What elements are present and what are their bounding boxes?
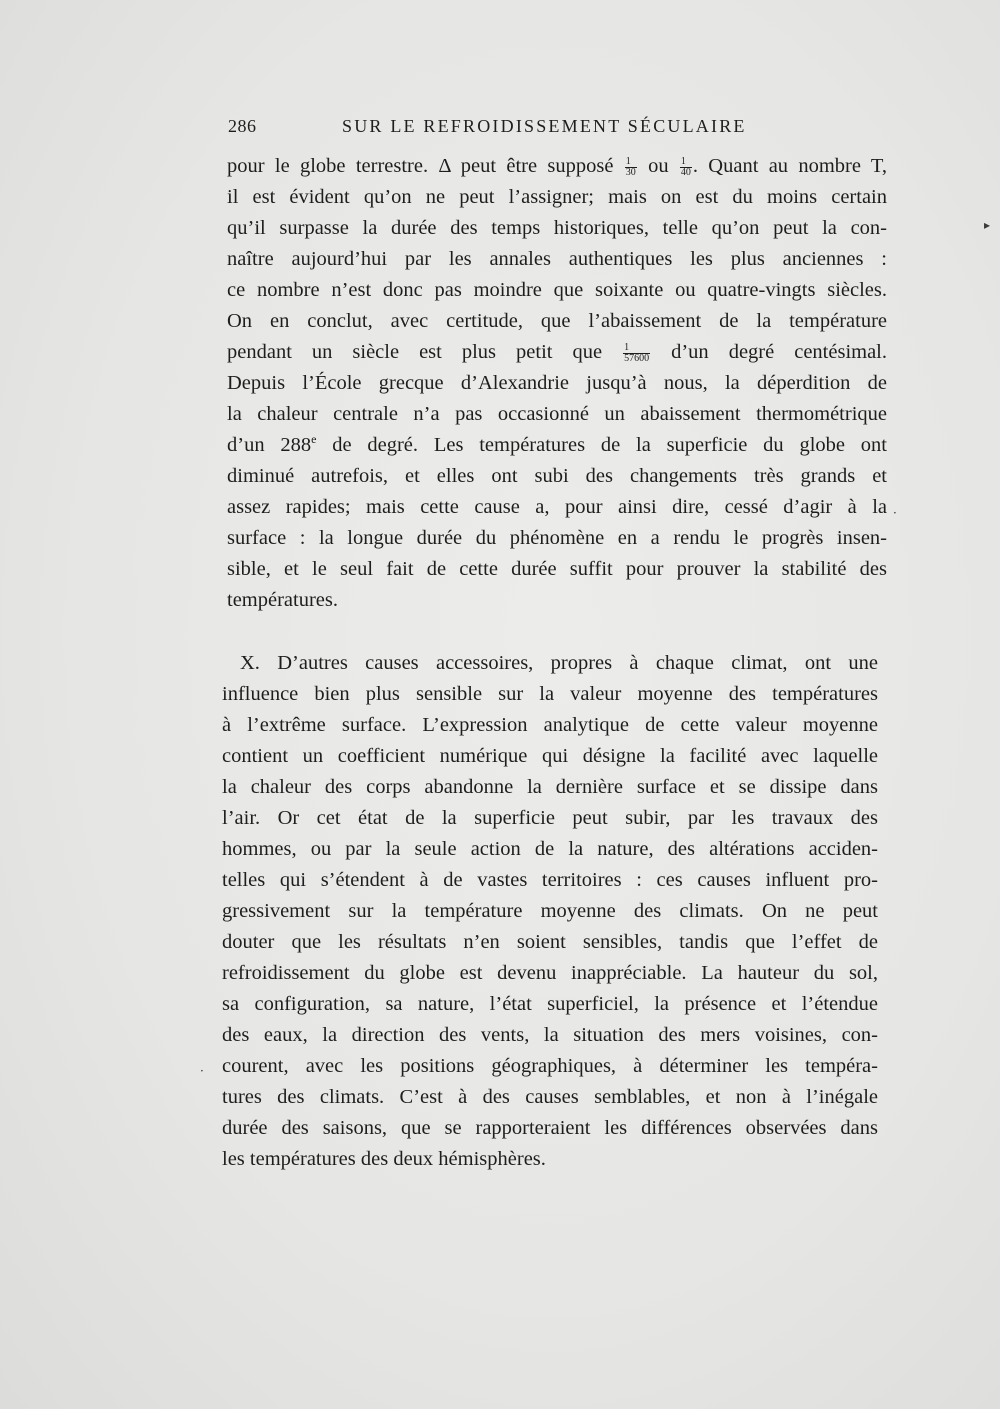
text-line: à l’extrême surface. L’expression analytique de cette valeur moyenne [222,714,878,736]
text-line: influence bien plus sensible sur la valeur moyenne des températures [222,683,878,705]
text-line: surface : la longue durée du phénomène en a rendu le progrès insen- [227,527,887,549]
paragraph-causes-accessoires [222,648,878,1175]
text-line: durée des saisons, que se rapporteraient les différences observées dans [222,1117,878,1139]
text-line: sa configuration, sa nature, l’état superficiel, la présence et l’étendue [222,993,878,1015]
fraction-numerator: 1 [625,157,637,168]
text-fragment: de degré. Les températures de la superficie du globe ont [316,434,887,456]
text-line: refroidissement du globe est devenu inappréciable. La hauteur du sol, [222,962,878,984]
ordinal-superscript: e [311,432,317,447]
fraction-one-fortieth [680,157,692,178]
text-line: Depuis l’École grecque d’Alexandrie jusqu’à nous, la déperdition de [227,372,887,394]
text-line: naître aujourd’hui par les annales authentiques les plus anciennes : [227,248,887,270]
text-fragment: d’un degré centésimal. [671,341,888,363]
text-line: contient un coefficient numérique qui désigne la facilité avec laquelle [222,745,878,767]
text-line: On en conclut, avec certitude, que l’abaissement de la température [227,310,887,332]
margin-speck: · [893,506,897,520]
text-line: douter que les résultats n’en soient sensibles, tandis que l’effet de [222,931,878,953]
text-fragment: pour le globe terrestre. Δ peut être supposé [227,155,614,177]
text-fragment: pendant un siècle est plus petit que [227,341,603,363]
text-fragment: d’un 288 [227,434,312,456]
text-line: telles qui s’étendent à de vastes territoires : ces causes influent pro- [222,869,878,891]
margin-speck: ▸ [984,218,991,232]
fraction-denominator: 40 [680,166,691,178]
fraction-denominator: 30 [625,166,636,178]
text-line: diminué autrefois, et elles ont subi des changements très grands et [227,465,887,487]
fraction-numerator: 1 [680,157,692,168]
running-title: SUR LE REFROIDISSEMENT SÉCULAIRE [342,116,747,136]
text-line: des eaux, la direction des vents, la situation des mers voisines, con- [222,1024,878,1046]
paragraph-refroidissement [227,151,887,616]
text-line: sible, et le seul fait de cette durée suffit pour prouver la stabilité des [227,558,887,580]
text-line: il est évident qu’on ne peut l’assigner; mais on est du moins certain [227,186,887,208]
text-line: hommes, ou par la seule action de la nature, des altérations acciden- [222,838,878,860]
text-line: la chaleur des corps abandonne la dernière surface et se dissipe dans [222,776,878,798]
text-line: assez rapides; mais cette cause a, pour ainsi dire, cessé d’agir à la [227,496,887,518]
text-line: les températures des deux hémisphères. [222,1148,546,1170]
text-line: gressivement sur la température moyenne des climats. On ne peut [222,900,878,922]
text-line [227,151,887,182]
text-fragment: . Quant au nombre T, [692,155,888,177]
text-line: températures. [227,589,338,611]
margin-speck: · [200,1064,204,1078]
text-line: l’air. Or cet état de la superficie peut subir, par les travaux des [222,807,878,829]
text-line: la chaleur centrale n’a pas occasionné un abaissement thermométrique [227,403,887,425]
fraction-one-57600th [623,343,650,364]
text-line: ce nombre n’est donc pas moindre que soixante ou quatre-vingts siècles. [227,279,887,301]
page-header [228,116,778,144]
text-line: courent, avec les positions géographiques, à déterminer les tempéra- [222,1055,878,1077]
text-line: X. D’autres causes accessoires, propres à chaque climat, ont une [240,652,878,674]
fraction-denominator: 57600 [624,352,650,364]
fraction-numerator: 1 [623,343,650,354]
text-line: qu’il surpasse la durée des temps historiques, telle qu’on peut la con- [227,217,887,239]
text-fragment: ou [648,155,669,177]
text-line [227,337,887,368]
page-number: 286 [228,116,257,136]
text-line: tures des climats. C’est à des causes semblables, et non à l’inégale [222,1086,878,1108]
text-line [227,430,887,461]
fraction-one-thirtieth [625,157,637,178]
